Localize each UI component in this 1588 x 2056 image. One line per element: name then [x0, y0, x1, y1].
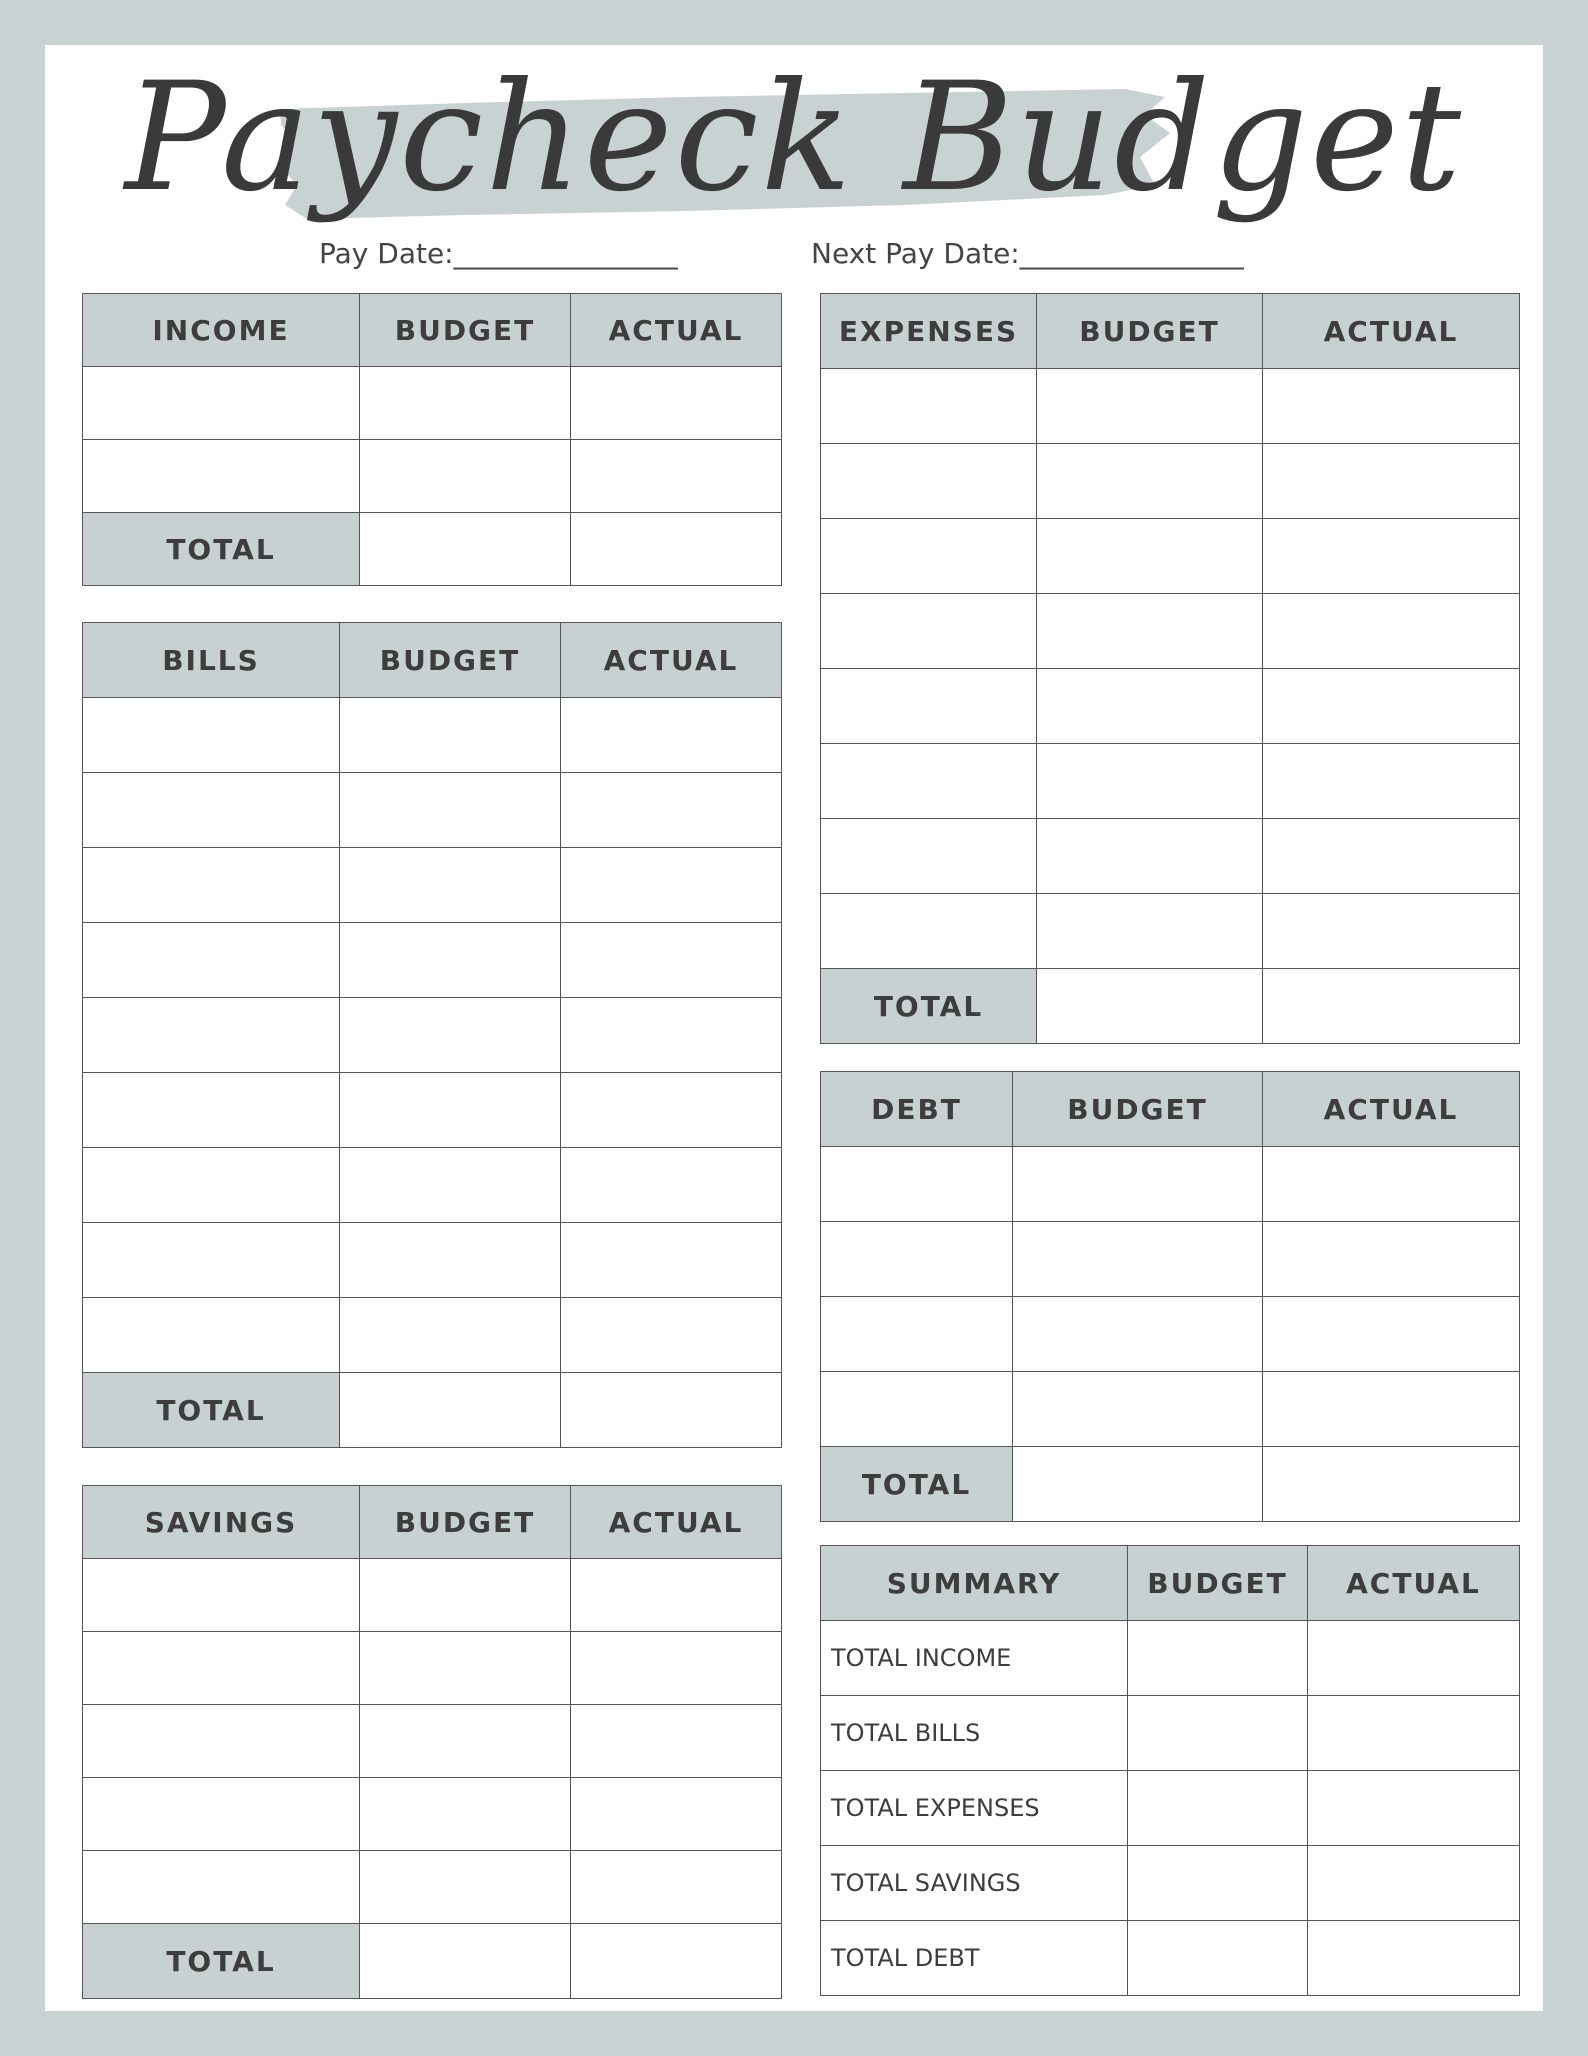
- pay-date-field[interactable]: Pay Date:________________: [319, 237, 678, 270]
- summary-budget-cell[interactable]: [1128, 1621, 1308, 1696]
- bill-name-cell[interactable]: [83, 773, 340, 848]
- table-row: [821, 519, 1520, 594]
- expense-budget-cell[interactable]: [1037, 669, 1263, 744]
- debt-table: [820, 1071, 1520, 1522]
- bill-actual-cell[interactable]: [561, 848, 782, 923]
- income-actual-cell[interactable]: [571, 367, 782, 440]
- table-row: [83, 1148, 782, 1223]
- bill-budget-cell[interactable]: [340, 1298, 561, 1373]
- debt-total-budget-cell[interactable]: [1013, 1447, 1263, 1522]
- bill-name-cell[interactable]: [83, 998, 340, 1073]
- saving-name-cell[interactable]: [83, 1632, 360, 1705]
- table-row: [83, 1851, 782, 1924]
- bill-actual-cell[interactable]: [561, 698, 782, 773]
- savings-header: SAVINGS: [83, 1486, 360, 1559]
- savings-table: [82, 1485, 782, 1999]
- table-row: [83, 1073, 782, 1148]
- savings-actual-header: ACTUAL: [571, 1486, 782, 1559]
- next-pay-date-field[interactable]: Next Pay Date:________________: [811, 237, 1244, 270]
- expense-actual-cell[interactable]: [1263, 519, 1520, 594]
- summary-actual-cell[interactable]: [1308, 1696, 1520, 1771]
- saving-name-cell[interactable]: [83, 1705, 360, 1778]
- title-area: [45, 45, 1543, 275]
- saving-actual-cell[interactable]: [571, 1559, 782, 1632]
- saving-name-cell[interactable]: [83, 1778, 360, 1851]
- debt-total-actual-cell[interactable]: [1263, 1447, 1520, 1522]
- income-name-cell[interactable]: [83, 367, 360, 440]
- table-row: [821, 669, 1520, 744]
- expense-budget-cell[interactable]: [1037, 894, 1263, 969]
- table-row: [821, 594, 1520, 669]
- table-row: [821, 1921, 1520, 1996]
- table-row: [83, 367, 782, 440]
- bill-name-cell[interactable]: [83, 1298, 340, 1373]
- savings-total-row: [83, 1924, 782, 1999]
- bill-name-cell[interactable]: [83, 1223, 340, 1298]
- table-row: [821, 819, 1520, 894]
- summary-total-debt-label: TOTAL DEBT: [821, 1921, 1128, 1996]
- expense-actual-cell[interactable]: [1263, 894, 1520, 969]
- income-total-label: TOTAL: [83, 513, 360, 586]
- bills-actual-header: ACTUAL: [561, 623, 782, 698]
- saving-name-cell[interactable]: [83, 1851, 360, 1924]
- summary-total-income-label: TOTAL INCOME: [821, 1621, 1128, 1696]
- expense-actual-cell[interactable]: [1263, 594, 1520, 669]
- bill-name-cell[interactable]: [83, 848, 340, 923]
- expenses-total-budget-cell[interactable]: [1037, 969, 1263, 1044]
- bill-name-cell[interactable]: [83, 698, 340, 773]
- income-name-cell[interactable]: [83, 440, 360, 513]
- expense-name-cell[interactable]: [821, 819, 1037, 894]
- debt-total-row: [821, 1447, 1520, 1522]
- summary-actual-header: ACTUAL: [1308, 1546, 1520, 1621]
- table-row: [821, 744, 1520, 819]
- saving-budget-cell[interactable]: [360, 1851, 571, 1924]
- summary-total-bills-label: TOTAL BILLS: [821, 1696, 1128, 1771]
- expense-budget-cell[interactable]: [1037, 444, 1263, 519]
- bill-budget-cell[interactable]: [340, 923, 561, 998]
- bills-total-label: TOTAL: [83, 1373, 340, 1448]
- expense-name-cell[interactable]: [821, 594, 1037, 669]
- table-row: [83, 1778, 782, 1851]
- table-row: [821, 444, 1520, 519]
- expense-name-cell[interactable]: [821, 369, 1037, 444]
- table-row: [83, 440, 782, 513]
- table-row: [83, 1705, 782, 1778]
- debt-name-cell[interactable]: [821, 1372, 1013, 1447]
- summary-total-expenses-label: TOTAL EXPENSES: [821, 1771, 1128, 1846]
- savings-total-actual-cell[interactable]: [571, 1924, 782, 1999]
- summary-table: [820, 1545, 1520, 1996]
- page-title: Paycheck Budget: [124, 51, 1464, 225]
- summary-actual-cell[interactable]: [1308, 1621, 1520, 1696]
- bill-name-cell[interactable]: [83, 1148, 340, 1223]
- bill-actual-cell[interactable]: [561, 773, 782, 848]
- saving-actual-cell[interactable]: [571, 1778, 782, 1851]
- expenses-header: EXPENSES: [821, 294, 1037, 369]
- expense-name-cell[interactable]: [821, 894, 1037, 969]
- bills-budget-header: BUDGET: [340, 623, 561, 698]
- table-row: [83, 773, 782, 848]
- expense-budget-cell[interactable]: [1037, 819, 1263, 894]
- summary-actual-cell[interactable]: [1308, 1771, 1520, 1846]
- saving-actual-cell[interactable]: [571, 1705, 782, 1778]
- bill-actual-cell[interactable]: [561, 1298, 782, 1373]
- summary-budget-cell[interactable]: [1128, 1846, 1308, 1921]
- table-row: [821, 1696, 1520, 1771]
- expense-name-cell[interactable]: [821, 444, 1037, 519]
- table-row: [83, 1223, 782, 1298]
- debt-budget-cell[interactable]: [1013, 1297, 1263, 1372]
- summary-budget-cell[interactable]: [1128, 1696, 1308, 1771]
- debt-budget-cell[interactable]: [1013, 1147, 1263, 1222]
- income-total-row: [83, 513, 782, 586]
- expense-budget-cell[interactable]: [1037, 369, 1263, 444]
- summary-actual-cell[interactable]: [1308, 1846, 1520, 1921]
- table-row: [83, 698, 782, 773]
- table-row: [821, 369, 1520, 444]
- expense-actual-cell[interactable]: [1263, 819, 1520, 894]
- bill-budget-cell[interactable]: [340, 773, 561, 848]
- table-row: [821, 1846, 1520, 1921]
- expense-name-cell[interactable]: [821, 519, 1037, 594]
- debt-name-cell[interactable]: [821, 1222, 1013, 1297]
- bill-budget-cell[interactable]: [340, 998, 561, 1073]
- bill-name-cell[interactable]: [83, 923, 340, 998]
- income-budget-cell[interactable]: [360, 367, 571, 440]
- expense-name-cell[interactable]: [821, 744, 1037, 819]
- bill-budget-cell[interactable]: [340, 1073, 561, 1148]
- debt-actual-header: ACTUAL: [1263, 1072, 1520, 1147]
- expense-name-cell[interactable]: [821, 669, 1037, 744]
- debt-actual-cell[interactable]: [1263, 1297, 1520, 1372]
- saving-actual-cell[interactable]: [571, 1851, 782, 1924]
- bill-budget-cell[interactable]: [340, 698, 561, 773]
- summary-budget-header: BUDGET: [1128, 1546, 1308, 1621]
- saving-budget-cell[interactable]: [360, 1559, 571, 1632]
- debt-actual-cell[interactable]: [1263, 1147, 1520, 1222]
- saving-budget-cell[interactable]: [360, 1778, 571, 1851]
- table-row: [821, 1147, 1520, 1222]
- table-row: [83, 1298, 782, 1373]
- income-table: [82, 293, 782, 586]
- bills-header: BILLS: [83, 623, 340, 698]
- saving-name-cell[interactable]: [83, 1559, 360, 1632]
- table-row: [821, 1621, 1520, 1696]
- bills-table: [82, 622, 782, 1448]
- debt-header: DEBT: [821, 1072, 1013, 1147]
- income-total-budget-cell[interactable]: [360, 513, 571, 586]
- expense-budget-cell[interactable]: [1037, 519, 1263, 594]
- summary-budget-cell[interactable]: [1128, 1921, 1308, 1996]
- table-row: [821, 894, 1520, 969]
- expenses-total-label: TOTAL: [821, 969, 1037, 1044]
- debt-name-cell[interactable]: [821, 1297, 1013, 1372]
- debt-budget-cell[interactable]: [1013, 1222, 1263, 1297]
- table-row: [821, 1771, 1520, 1846]
- expense-actual-cell[interactable]: [1263, 744, 1520, 819]
- expenses-budget-header: BUDGET: [1037, 294, 1263, 369]
- expense-actual-cell[interactable]: [1263, 369, 1520, 444]
- summary-total-savings-label: TOTAL SAVINGS: [821, 1846, 1128, 1921]
- bill-actual-cell[interactable]: [561, 1223, 782, 1298]
- expenses-total-actual-cell[interactable]: [1263, 969, 1520, 1044]
- bill-actual-cell[interactable]: [561, 1148, 782, 1223]
- bills-total-budget-cell[interactable]: [340, 1373, 561, 1448]
- saving-budget-cell[interactable]: [360, 1632, 571, 1705]
- table-row: [83, 998, 782, 1073]
- bill-budget-cell[interactable]: [340, 1223, 561, 1298]
- debt-actual-cell[interactable]: [1263, 1372, 1520, 1447]
- expense-budget-cell[interactable]: [1037, 594, 1263, 669]
- expense-budget-cell[interactable]: [1037, 744, 1263, 819]
- expenses-actual-header: ACTUAL: [1263, 294, 1520, 369]
- summary-budget-cell[interactable]: [1128, 1771, 1308, 1846]
- expense-actual-cell[interactable]: [1263, 444, 1520, 519]
- bill-budget-cell[interactable]: [340, 848, 561, 923]
- expense-actual-cell[interactable]: [1263, 669, 1520, 744]
- savings-total-label: TOTAL: [83, 1924, 360, 1999]
- table-row: [821, 1297, 1520, 1372]
- income-actual-header: ACTUAL: [571, 294, 782, 367]
- income-actual-cell[interactable]: [571, 440, 782, 513]
- budget-sheet: [45, 45, 1543, 2011]
- saving-budget-cell[interactable]: [360, 1705, 571, 1778]
- summary-header: SUMMARY: [821, 1546, 1128, 1621]
- summary-actual-cell[interactable]: [1308, 1921, 1520, 1996]
- income-budget-cell[interactable]: [360, 440, 571, 513]
- income-header: INCOME: [83, 294, 360, 367]
- table-row: [821, 1222, 1520, 1297]
- table-row: [83, 848, 782, 923]
- bill-budget-cell[interactable]: [340, 1148, 561, 1223]
- expenses-table: [820, 293, 1520, 1044]
- table-row: [83, 1559, 782, 1632]
- savings-total-budget-cell[interactable]: [360, 1924, 571, 1999]
- debt-budget-cell[interactable]: [1013, 1372, 1263, 1447]
- debt-total-label: TOTAL: [821, 1447, 1013, 1522]
- debt-actual-cell[interactable]: [1263, 1222, 1520, 1297]
- bill-actual-cell[interactable]: [561, 1073, 782, 1148]
- table-row: [821, 1372, 1520, 1447]
- savings-budget-header: BUDGET: [360, 1486, 571, 1559]
- table-row: [83, 923, 782, 998]
- bills-total-row: [83, 1373, 782, 1448]
- bill-actual-cell[interactable]: [561, 998, 782, 1073]
- bill-name-cell[interactable]: [83, 1073, 340, 1148]
- debt-budget-header: BUDGET: [1013, 1072, 1263, 1147]
- table-row: [83, 1632, 782, 1705]
- income-budget-header: BUDGET: [360, 294, 571, 367]
- bills-total-actual-cell[interactable]: [561, 1373, 782, 1448]
- debt-name-cell[interactable]: [821, 1147, 1013, 1222]
- expenses-total-row: [821, 969, 1520, 1044]
- income-total-actual-cell[interactable]: [571, 513, 782, 586]
- saving-actual-cell[interactable]: [571, 1632, 782, 1705]
- bill-actual-cell[interactable]: [561, 923, 782, 998]
